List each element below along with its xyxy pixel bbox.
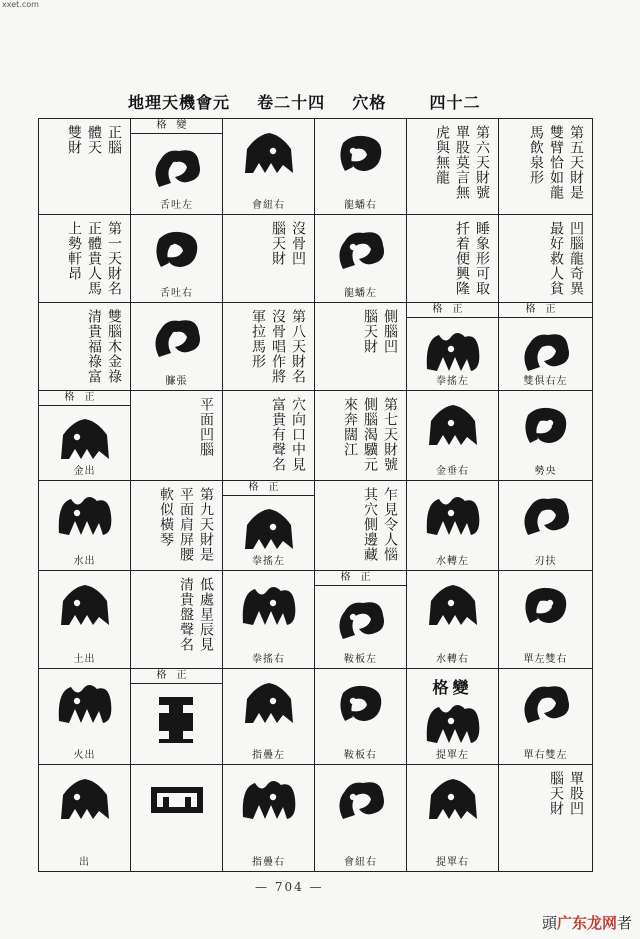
cell-caption: 會紐右: [344, 857, 377, 868]
verse-column: 第九天財是: [198, 487, 214, 562]
cell-verse: [66, 125, 122, 208]
cell-c35: [407, 571, 499, 669]
verse-column: 清貴盤聲名: [178, 577, 194, 652]
acupoint-shape-icon: [421, 399, 485, 455]
cell-header-label: 格正: [131, 669, 222, 684]
cell-verse: [548, 221, 584, 296]
cell-c6: [499, 119, 592, 215]
acupoint-shape-icon: [329, 223, 393, 279]
site-tag: xxet.com: [2, 0, 39, 9]
cell-c11: [407, 215, 499, 303]
cell-caption: 水轉左: [436, 556, 469, 567]
verse-column: 平面肩屏腰: [178, 487, 194, 562]
verse-column: 第一天財名: [106, 221, 122, 296]
cell-c32: [131, 571, 223, 669]
cell-c38: [131, 669, 223, 765]
cell-caption: 鞍板右: [344, 750, 377, 761]
verse-column: 扦着便興隆: [454, 221, 470, 296]
cell-c25: [39, 481, 131, 571]
verse-column: 其穴側邊藏: [362, 487, 378, 562]
verse-column: 平面凹腦: [198, 397, 214, 457]
cell-verse: [158, 487, 214, 564]
cell-caption: 會紐右: [252, 200, 285, 211]
cell-c16: [315, 303, 407, 391]
acupoint-shape-icon: [237, 127, 301, 183]
cell-c47: [407, 765, 499, 871]
cell-header-label: 格變: [131, 119, 222, 134]
cell-c2: [131, 119, 223, 215]
verse-column: 軟似橫琴: [158, 487, 174, 547]
cell-c9: [223, 215, 315, 303]
acupoint-shape-icon: [147, 773, 207, 831]
cell-verse: [66, 221, 122, 296]
verse-column: 第五天財是: [568, 125, 584, 200]
cell-caption: 舌吐右: [160, 288, 193, 299]
cell-verse: [178, 577, 214, 662]
verse-column: 馬飲泉形: [528, 125, 544, 185]
cell-caption: 土出: [73, 654, 96, 665]
cell-c40: [315, 669, 407, 765]
verse-column: 側腦渴驥元: [362, 397, 378, 472]
cell-c27: [223, 481, 315, 571]
cell-c24: [499, 391, 592, 481]
verse-column: 單股莫言無: [454, 125, 470, 200]
cell-verse: [548, 771, 584, 865]
cell-c23: [407, 391, 499, 481]
diagram-table: [38, 118, 593, 872]
section-label: 穴格: [352, 93, 387, 112]
cell-caption: 單左雙右: [523, 654, 568, 665]
verse-column: 雙腦木金祿: [106, 309, 122, 384]
acupoint-shape-icon: [53, 677, 117, 733]
cell-caption: 拳搖右: [252, 654, 285, 665]
cell-c37: [39, 669, 131, 765]
verse-column: 第六天財號: [474, 125, 490, 200]
book-title: 地理天機會元: [128, 93, 231, 112]
cell-c3: [223, 119, 315, 215]
cell-verse: [342, 397, 398, 474]
verse-column: 上勢軒昂: [66, 221, 82, 281]
verse-column: 正體貴人馬: [86, 221, 102, 296]
cell-handwritten-label: 格變: [432, 678, 473, 697]
cell-verse: [270, 221, 306, 296]
cell-c42: [499, 669, 592, 765]
cell-caption: 金垂右: [436, 466, 469, 477]
cell-header-label: 格正: [407, 303, 498, 318]
page-number-cn: 四十二: [429, 93, 481, 112]
cell-caption: 金出: [73, 466, 96, 477]
verse-column: 單股凹: [568, 771, 584, 816]
verse-column: 腦天財: [362, 309, 378, 354]
page-header: [128, 90, 481, 113]
cell-caption: 單右雙左: [523, 750, 568, 761]
cell-c12: [499, 215, 592, 303]
verse-column: 雙財: [66, 125, 82, 155]
acupoint-shape-icon: [329, 773, 393, 829]
cell-caption: 拳搖左: [252, 556, 285, 567]
cell-caption: 提單左: [436, 750, 469, 761]
volume-label: 卷二十四: [257, 93, 326, 112]
verse-column: 沒骨凹: [290, 221, 306, 266]
acupoint-shape-icon: [145, 141, 209, 197]
cell-c46: [315, 765, 407, 871]
cell-verse: [198, 397, 214, 474]
cell-verse: [270, 397, 306, 474]
cell-caption: 水出: [73, 556, 96, 567]
acupoint-shape-icon: [145, 311, 209, 367]
verse-column: 腦天財: [270, 221, 286, 266]
verse-column: 富貴有聲名: [270, 397, 286, 472]
cell-c18: [499, 303, 592, 391]
cell-header-label: 格正: [39, 391, 130, 406]
cell-c22: [315, 391, 407, 481]
cell-caption: 鞍板左: [344, 654, 377, 665]
verse-column: 乍見令人惱: [382, 487, 398, 562]
cell-caption: 龍蟠右: [344, 200, 377, 211]
cell-caption: 指疊左: [252, 750, 285, 761]
cell-c30: [499, 481, 592, 571]
cell-verse: [86, 309, 122, 384]
verse-column: 虎與無龍: [434, 125, 450, 185]
acupoint-shape-icon: [514, 677, 578, 733]
verse-column: 睡象形可取: [474, 221, 490, 296]
verse-column: 穴向口中見: [290, 397, 306, 472]
acupoint-shape-icon: [53, 579, 117, 635]
acupoint-shape-icon: [237, 773, 301, 829]
cell-caption: 拳搖左: [436, 376, 469, 387]
cell-caption: 臁張: [165, 376, 188, 387]
cell-c17: [407, 303, 499, 391]
cell-caption: 舌吐左: [160, 200, 193, 211]
cell-c8: [131, 215, 223, 303]
cell-caption: 水轉右: [436, 654, 469, 665]
cell-c10: [315, 215, 407, 303]
cell-header-label: 格正: [223, 481, 314, 496]
cell-caption: 指疊右: [252, 857, 285, 868]
page-footer: — 704 —: [255, 880, 324, 894]
verse-column: 第七天財號: [382, 397, 398, 472]
cell-c48: [499, 765, 592, 871]
acupoint-shape-icon: [514, 399, 578, 455]
verse-column: 沒骨唱作將: [270, 309, 286, 384]
cell-c45: [223, 765, 315, 871]
cell-c36: [499, 571, 592, 669]
cell-caption: 出: [79, 857, 90, 868]
cell-verse: [362, 487, 398, 564]
verse-column: 低處星辰見: [198, 577, 214, 652]
verse-column: 雙臂恰如龍: [548, 125, 564, 200]
cell-c28: [315, 481, 407, 571]
cell-c33: [223, 571, 315, 669]
verse-column: 正腦: [106, 125, 122, 155]
acupoint-shape-icon: [421, 773, 485, 829]
acupoint-shape-icon: [53, 489, 117, 545]
acupoint-shape-icon: [147, 691, 207, 749]
verse-column: 清貴福祿富: [86, 309, 102, 384]
cell-caption: 提單右: [436, 857, 469, 868]
verse-column: 第八天財名: [290, 309, 306, 384]
cell-c41: [407, 669, 499, 765]
cell-caption: 火出: [73, 750, 96, 761]
cell-header-label: 格正: [499, 303, 592, 318]
cell-verse: [362, 309, 398, 384]
cell-c44: [131, 765, 223, 871]
cell-verse: [434, 125, 490, 208]
verse-column: 腦天財: [548, 771, 564, 816]
cell-caption: 龍蟠左: [344, 288, 377, 299]
acupoint-shape-icon: [329, 677, 393, 733]
acupoint-shape-icon: [421, 697, 485, 753]
cell-c34: [315, 571, 407, 669]
verse-column: 側腦凹: [382, 309, 398, 354]
cell-caption: 雙俱右左: [523, 376, 568, 387]
verse-column: 來奔闊江: [342, 397, 358, 457]
acupoint-shape-icon: [329, 593, 393, 649]
cell-verse: [250, 309, 306, 384]
cell-c20: [131, 391, 223, 481]
cell-c26: [131, 481, 223, 571]
acupoint-shape-icon: [237, 579, 301, 635]
cell-c21: [223, 391, 315, 481]
cell-caption: 刃扶: [534, 556, 557, 567]
cell-c29: [407, 481, 499, 571]
cell-caption: 勢央: [534, 466, 557, 477]
cell-c5: [407, 119, 499, 215]
acupoint-shape-icon: [514, 489, 578, 545]
cell-c4: [315, 119, 407, 215]
cell-c31: [39, 571, 131, 669]
watermark: 頭广东龙网者: [541, 914, 632, 932]
cell-c13: [39, 303, 131, 391]
cell-c7: [39, 215, 131, 303]
cell-verse: [528, 125, 584, 208]
acupoint-shape-icon: [329, 127, 393, 183]
acupoint-shape-icon: [237, 503, 301, 559]
acupoint-shape-icon: [514, 579, 578, 635]
cell-c43: [39, 765, 131, 871]
acupoint-shape-icon: [53, 773, 117, 829]
cell-c1: [39, 119, 131, 215]
acupoint-shape-icon: [53, 413, 117, 469]
acupoint-shape-icon: [421, 579, 485, 635]
cell-c15: [223, 303, 315, 391]
cell-c14: [131, 303, 223, 391]
verse-column: 最好救人貧: [548, 221, 564, 296]
cell-c39: [223, 669, 315, 765]
cell-header-label: 格正: [315, 571, 406, 586]
acupoint-shape-icon: [237, 677, 301, 733]
cell-verse: [454, 221, 490, 296]
acupoint-shape-icon: [145, 223, 209, 279]
verse-column: 體天: [86, 125, 102, 155]
cell-c19: [39, 391, 131, 481]
verse-column: 軍拉馬形: [250, 309, 266, 369]
acupoint-shape-icon: [421, 489, 485, 545]
verse-column: 凹腦龍奇異: [568, 221, 584, 296]
